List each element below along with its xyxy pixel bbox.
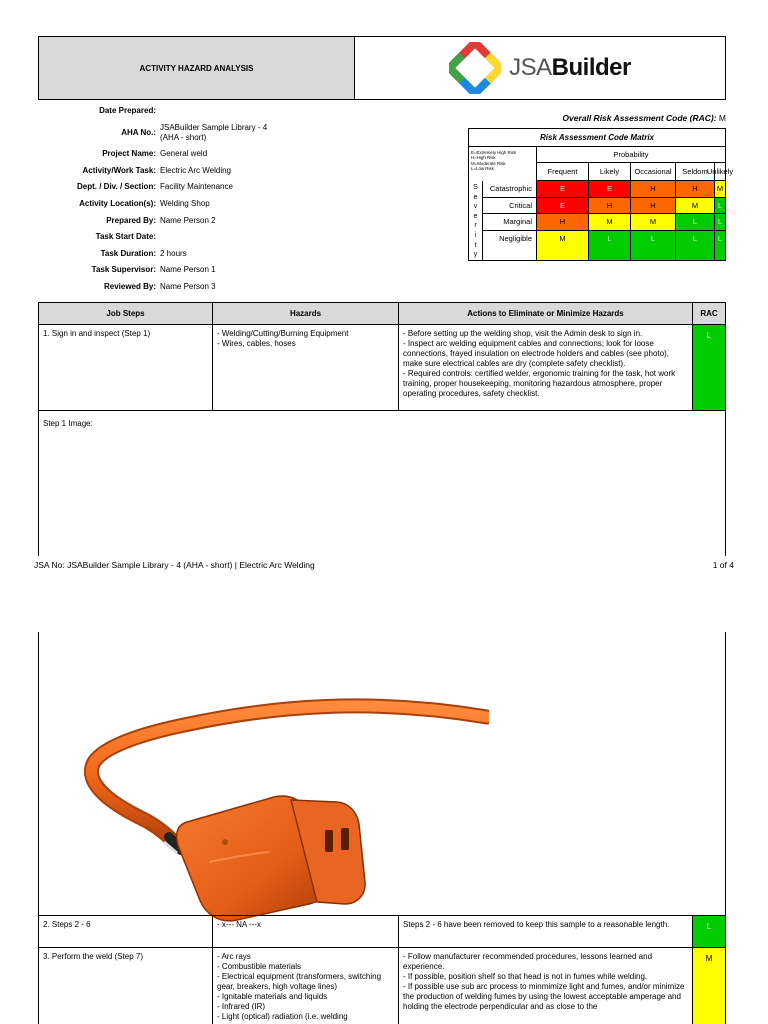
- info-value: Facility Maintenance: [160, 182, 233, 192]
- info-value: JSABuilder Sample Library - 4 (AHA - short): [160, 122, 268, 142]
- actions-cell: - Follow manufacturer recommended procedures, lessons learned and experience. - If possible, position shelf so that head is not in fumes while welding. - If possible use sub arc process to minmimize light and fumes, and/or minimize the production of welding fumes by using the lowest acceptable amperage and holding the electrode perpendicular and as close to the: [399, 948, 693, 1024]
- probability-likely: Likely: [589, 163, 631, 181]
- legend-item: E=Extremely High Risk: [471, 150, 517, 155]
- severity-letter: e: [473, 212, 478, 220]
- risk-code-cell: E: [589, 181, 631, 198]
- probability-frequent: Frequent: [537, 163, 589, 181]
- info-value: Electric Arc Welding: [160, 165, 231, 175]
- risk-code-cell: L: [715, 214, 725, 231]
- column-header: Actions to Eliminate or Minimize Hazards: [399, 303, 693, 325]
- risk-legend: [471, 150, 537, 172]
- info-label: Project Name:: [102, 149, 156, 159]
- info-value: Name Person 2: [160, 215, 216, 225]
- info-value: Name Person 1: [160, 265, 216, 275]
- column-header: Job Steps: [39, 303, 213, 325]
- page-footer: [34, 560, 734, 570]
- risk-code-cell: E: [537, 198, 589, 215]
- legend-item: M=Moderate Risk: [471, 160, 506, 166]
- risk-code-cell: L: [589, 231, 631, 261]
- step-image-label: Step 1 Image:: [43, 419, 93, 428]
- info-value: [160, 232, 458, 242]
- rac-cell: M: [693, 948, 725, 1024]
- severity-critical: Critical: [483, 198, 537, 215]
- jsabuilder-logo: [355, 37, 725, 99]
- page-2: [38, 632, 726, 1024]
- risk-code-cell: H: [631, 198, 676, 215]
- overall-rac-label: Overall Risk Assessment Code (RAC):: [562, 113, 717, 123]
- info-row: [38, 232, 458, 242]
- probability-header: Probability: [537, 147, 725, 163]
- job-step: 3. Perform the weld (Step 7): [39, 948, 213, 1024]
- info-value: 2 hours: [160, 248, 187, 258]
- frayed-cable-photo: [69, 662, 489, 932]
- info-label: Prepared By:: [106, 215, 156, 225]
- hazards-cell: - x--- NA ---x: [213, 916, 399, 948]
- info-label: Date Prepared:: [99, 106, 156, 115]
- severity-letter: t: [474, 241, 477, 249]
- risk-code-cell: L: [715, 231, 725, 261]
- severity-letter: y: [473, 251, 478, 259]
- risk-code-cell: M: [589, 214, 631, 231]
- risk-code-cell: L: [715, 198, 725, 215]
- actions-cell: Steps 2 - 6 have been removed to keep this sample to a reasonable length.: [399, 916, 693, 948]
- severity-catastrophic: Catastrophic: [483, 181, 537, 198]
- footer-page-number: 1 of 4: [712, 560, 734, 570]
- info-row: [38, 123, 458, 143]
- info-row: [38, 106, 458, 116]
- hazards-cell: - Welding/Cutting/Burning Equipment - Wires, cables, hoses: [213, 325, 399, 411]
- rac-cell: L: [693, 916, 725, 948]
- severity-letter: S: [473, 184, 478, 191]
- info-row: [38, 149, 458, 159]
- overall-rac-value: M: [718, 113, 726, 123]
- overall-rac: [468, 113, 726, 123]
- probability-seldom: Seldom: [676, 163, 715, 181]
- column-header: RAC: [693, 303, 725, 325]
- info-value: Welding Shop: [160, 198, 210, 208]
- info-label: Task Supervisor:: [91, 265, 156, 275]
- info-row: [38, 265, 458, 275]
- hazard-table: [38, 302, 726, 556]
- risk-code-cell: L: [676, 231, 715, 261]
- footer-jsa-number: JSA No: JSABuilder Sample Library - 4 (AHA - short) | Electric Arc Welding: [34, 560, 315, 570]
- rac-cell: L: [693, 325, 725, 411]
- risk-code-cell: H: [589, 198, 631, 215]
- logo-text: JSABuilder: [509, 54, 631, 81]
- info-label: Task Duration:: [100, 248, 156, 258]
- risk-code-cell: E: [537, 181, 589, 198]
- severity-marginal: Marginal: [483, 214, 537, 231]
- info-row: [38, 216, 458, 226]
- risk-code-cell: M: [537, 231, 589, 261]
- info-row: [38, 199, 458, 209]
- risk-code-cell: M: [676, 198, 715, 215]
- risk-code-cell: L: [676, 214, 715, 231]
- legend-item: H=High Risk: [471, 155, 496, 161]
- info-label: Activity Location(s):: [79, 198, 156, 208]
- probability-unlikely: Unlikely: [715, 163, 725, 181]
- hazards-cell: - Arc rays - Combustible materials - Electrical equipment (transformers, switching gear, breakers, high voltage lines) - Ignitable materials and liquids - Infrared (IR) - Light (optical) radiation (i.e. welding: [213, 948, 399, 1024]
- info-label: Task Start Date:: [95, 232, 156, 242]
- job-step: 1. Sign in and inspect (Step 1): [39, 325, 213, 411]
- risk-code-cell: L: [631, 231, 676, 261]
- info-label: Dept. / Div. / Section:: [77, 182, 156, 192]
- job-step: 2. Steps 2 - 6: [39, 916, 213, 948]
- actions-cell: - Before setting up the welding shop, visit the Admin desk to sign in. - Inspect arc welding equipment cables and connections; look for loose connections, frayed insulation on electrode holders and cables (see photo), make sure electrical cables are dry (complete safety checklist). - Required controls: certified welder, ergonomic training for the task, hot work training, proper housekeeping, monitoring hazardous atmosphere, proper operating procedures, safety checklist.: [399, 325, 693, 411]
- document-title: ACTIVITY HAZARD ANALYSIS: [39, 37, 355, 99]
- info-row: [38, 166, 458, 176]
- risk-matrix-title: Risk Assessment Code Matrix: [469, 129, 725, 147]
- legend-item: L=Low Risk: [471, 166, 494, 172]
- info-row: [38, 249, 458, 259]
- document-header: [38, 36, 726, 100]
- info-label: AHA No.:: [121, 127, 156, 137]
- risk-code-cell: H: [676, 181, 715, 198]
- severity-label: [469, 181, 483, 260]
- risk-code-cell: M: [715, 181, 725, 198]
- info-label: Activity/Work Task:: [82, 165, 156, 175]
- risk-code-cell: H: [631, 181, 676, 198]
- info-label: Reviewed By:: [103, 281, 156, 291]
- severity-negligible: Negligible: [483, 231, 537, 261]
- info-row: [38, 182, 458, 192]
- severity-letter: v: [473, 203, 478, 211]
- risk-code-cell: M: [631, 214, 676, 231]
- logo-mark-icon: [449, 42, 501, 94]
- info-value: General weld: [160, 149, 208, 159]
- risk-matrix: [468, 128, 734, 261]
- risk-code-cell: H: [537, 214, 589, 231]
- info-value: Name Person 3: [160, 281, 216, 291]
- column-header: Hazards: [213, 303, 399, 325]
- severity-letter: e: [473, 193, 478, 201]
- severity-letter: i: [474, 231, 477, 239]
- info-row: [38, 282, 458, 292]
- severity-letter: r: [474, 222, 477, 230]
- info-value: [160, 106, 458, 116]
- task-info: [38, 106, 458, 299]
- probability-occasional: Occasional: [631, 163, 676, 181]
